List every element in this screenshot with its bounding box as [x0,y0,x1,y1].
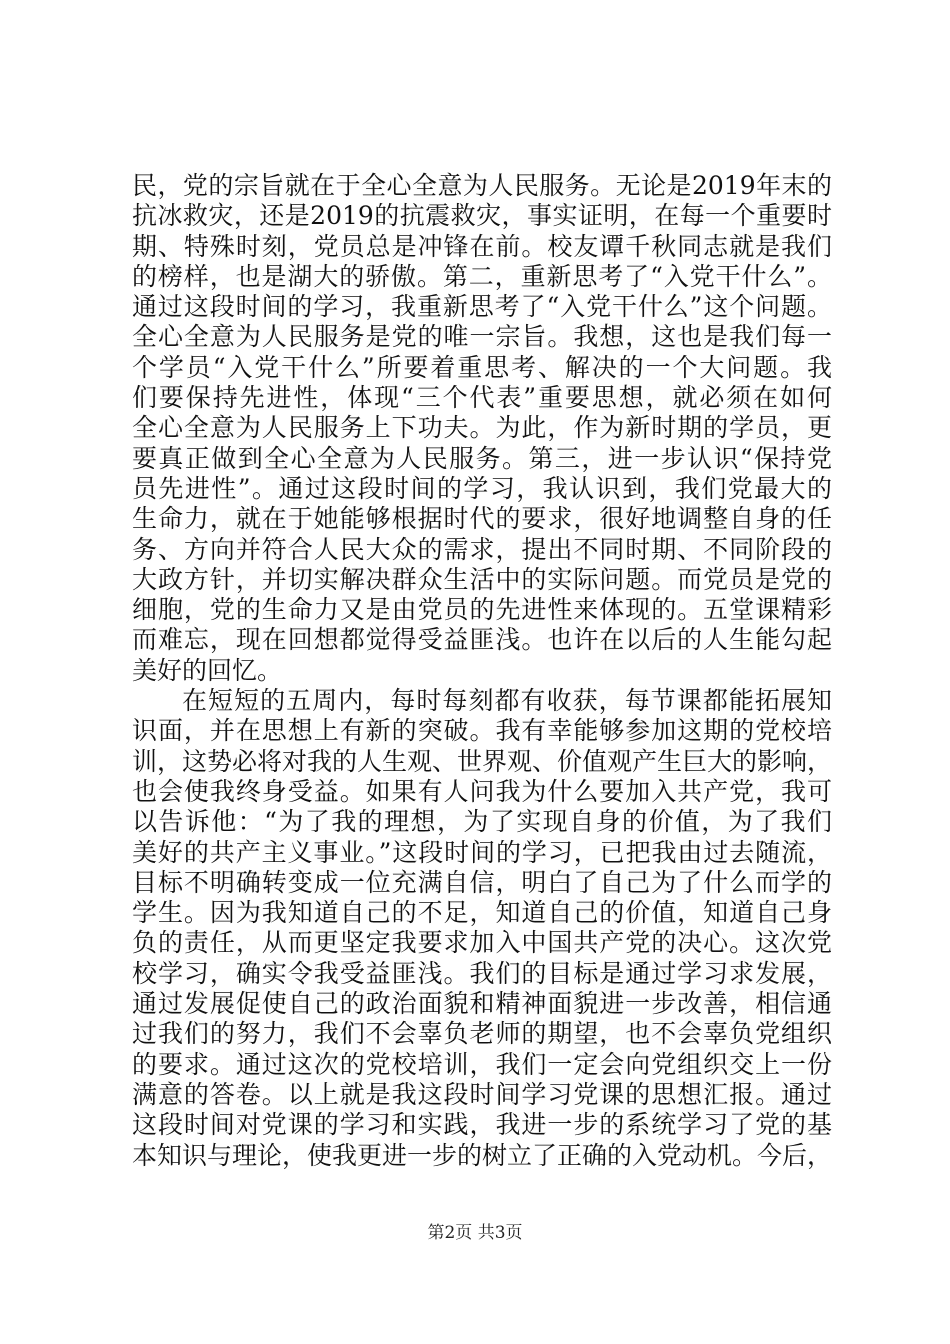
paragraph-start-line: 在短短的五周内，每时每刻都有收获，每节课都能拓展知 [182,686,832,716]
text-line: 民，党的宗旨就在于全心全意为人民服务。无论是2019年末的 [132,171,832,200]
text-line: 大政方针，并切实解决群众生活中的实际问题。而党员是党的 [132,564,832,594]
text-line: 员先进性”。通过这段时间的学习，我认识到，我们党最大的 [132,473,832,503]
text-line: 的要求。通过这次的党校培训，我们一定会向党组织交上一份 [132,1049,832,1079]
text-line: 美好的共产主义事业。”这段时间的学习，已把我由过去随流， [132,837,832,867]
text-line: 们要保持先进性，体现“三个代表”重要思想，就必须在如何 [132,383,832,413]
text-line: 通过这段时间的学习，我重新思考了“入党干什么”这个问题。 [132,292,832,322]
text-line: 过我们的努力，我们不会辜负老师的期望，也不会辜负党组织 [132,1019,832,1049]
text-line: 要真正做到全心全意为人民服务。第三，进一步认识“保持党 [132,443,832,473]
text-line: 细胞，党的生命力又是由党员的先进性来体现的。五堂课精彩 [132,595,832,625]
text-line: 识面，并在思想上有新的突破。我有幸能够参加这期的党校培 [132,716,832,746]
text-line: 以告诉他：“为了我的理想，为了实现自身的价值，为了我们 [132,807,832,837]
text-line: 通过发展促使自己的政治面貌和精神面貌进一步改善，相信通 [132,989,832,1019]
text-line: 生命力，就在于她能够根据时代的要求，很好地调整自身的任 [132,504,832,534]
text-line: 满意的答卷。以上就是我这段时间学习党课的思想汇报。通过 [132,1079,832,1109]
text-line: 期、特殊时刻，党员总是冲锋在前。校友谭千秋同志就是我们 [132,231,832,261]
text-line: 本知识与理论，使我更进一步的树立了正确的入党动机。今后， [132,1140,833,1170]
text-line: 负的责任，从而更坚定我要求加入中国共产党的决心。这次党 [132,928,832,958]
text-line: 训，这势必将对我的人生观、世界观、价值观产生巨大的影响， [132,746,833,776]
text-line: 这段时间对党课的学习和实践，我进一步的系统学习了党的基 [132,1110,832,1140]
text-line: 学生。因为我知道自己的不足，知道自己的价值，知道自己身 [132,898,832,928]
text-line: 抗冰救灾，还是2019的抗震救灾，事实证明，在每一个重要时 [132,201,832,231]
text-line: 美好的回忆。 [132,655,283,685]
body-text [132,171,832,1171]
text-line: 的榜样，也是湖大的骄傲。第二，重新思考了“入党干什么”。 [132,261,832,291]
text-line: 校学习，确实令我受益匪浅。我们的目标是通过学习求发展， [132,958,832,988]
text-line: 全心全意为人民服务上下功夫。为此，作为新时期的学员，更 [132,413,832,443]
text-line: 全心全意为人民服务是党的唯一宗旨。我想，这也是我们每一 [132,322,832,352]
text-line: 也会使我终身受益。如果有人问我为什么要加入共产党，我可 [132,776,832,806]
text-line: 而难忘，现在回想都觉得受益匪浅。也许在以后的人生能勾起 [132,625,832,655]
text-line: 目标不明确转变成一位充满自信，明白了自己为了什么而学的 [132,867,832,897]
text-line: 个学员“入党干什么”所要着重思考、解决的一个大问题。我 [132,352,832,382]
page-number-footer: 第2页 共3页 [427,1223,523,1243]
text-line: 务、方向并符合人民大众的需求，提出不同时期、不同阶段的 [132,534,832,564]
